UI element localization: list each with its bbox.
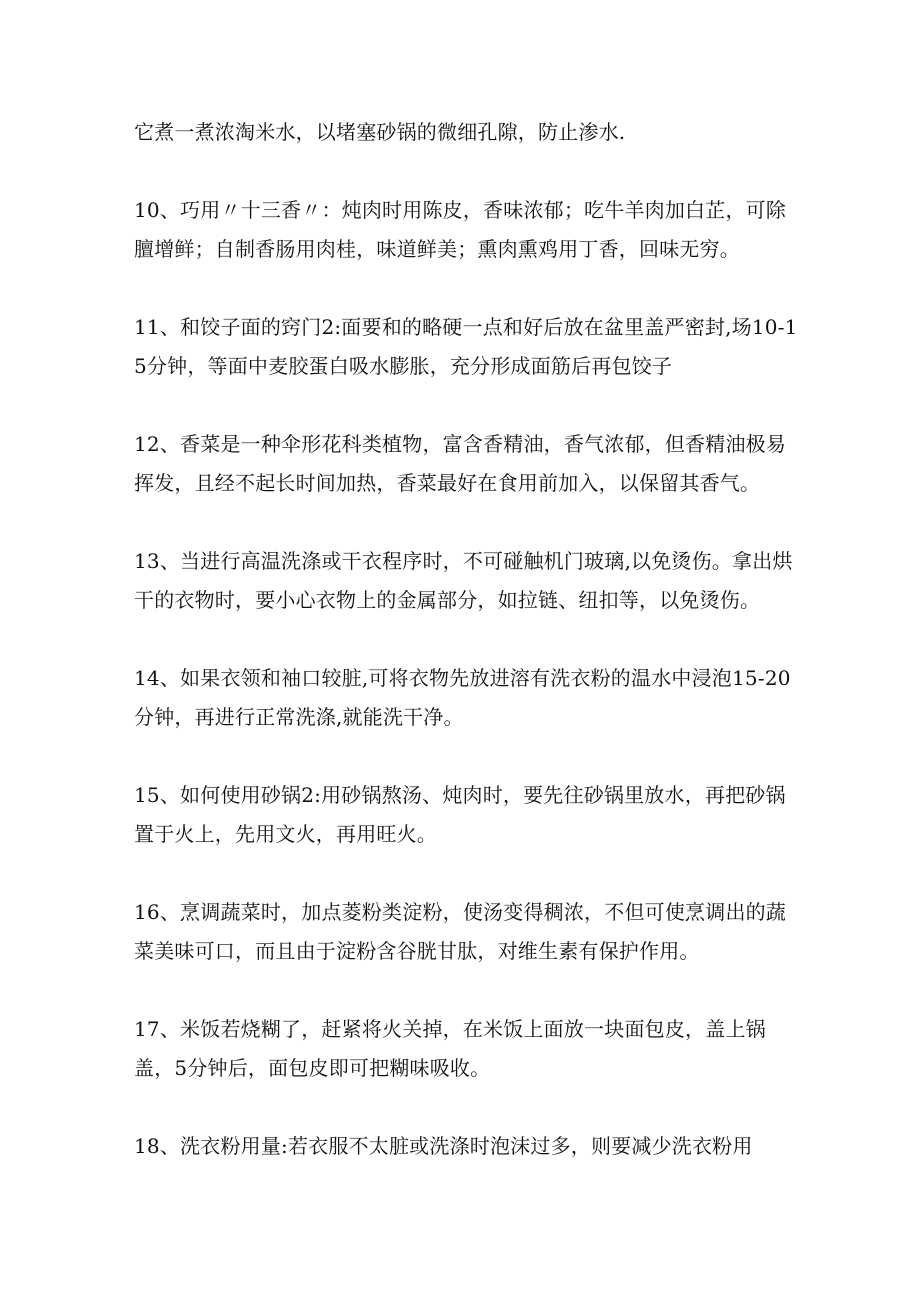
paragraph-10: 10、巧用〃十三香〃：炖肉时用陈皮，香味浓郁；吃牛羊肉加白芷，可除膻增鲜；自制香肠用肉桂，味道鲜美；熏肉熏鸡用丁香，回味无穷。 [134,198,787,261]
paragraph-12: 12、香菜是一种伞形花科类植物，富含香精油，香气浓郁，但香精油极易挥发，且经不起长时间加热，香菜最好在食用前加入，以保留其香气。 [134,432,787,495]
paragraph-13: 13、当进行高温洗涤或干衣程序时，不可碰触机门玻璃,以免烫伤。拿出烘干的衣物时，要小心衣物上的金属部分，如拉链、纽扣等，以免烫伤。 [134,549,793,612]
paragraph-14: 14、如果衣领和袖口较脏,可将衣物先放进溶有洗衣粉的温水中浸泡15-20分钟，再进行正常洗涤,就能洗干净。 [134,666,791,729]
paragraph-15: 15、如何使用砂锅2:用砂锅熬汤、炖肉时，要先往砂锅里放水，再把砂锅置于火上，先用文火，再用旺火。 [134,783,786,846]
paragraph-continuation: 它煮一煮浓淘米水，以堵塞砂锅的微细孔隙，防止渗水. [134,120,626,144]
paragraph-11: 11、和饺子面的窍门2:面要和的略硬一点和好后放在盆里盖严密封,场10-15分钟，等面中麦胶蛋白吸水膨胀，充分形成面筋后再包饺子 [134,315,798,378]
paragraph-16: 16、烹调蔬菜时，加点菱粉类淀粉，使汤变得稠浓，不但可使烹调出的蔬菜美味可口，而且由于淀粉含谷胱甘肽，对维生素有保护作用。 [134,900,787,963]
document-body [134,113,800,1205]
paragraph-18: 18、洗衣粉用量:若衣服不太脏或洗涤时泡沫过多，则要减少洗衣粉用 [134,1134,753,1158]
paragraph-17: 17、米饭若烧糊了，赶紧将火关掉，在米饭上面放一块面包皮，盖上锅盖，5分钟后，面包皮即可把糊味吸收。 [134,1017,766,1080]
